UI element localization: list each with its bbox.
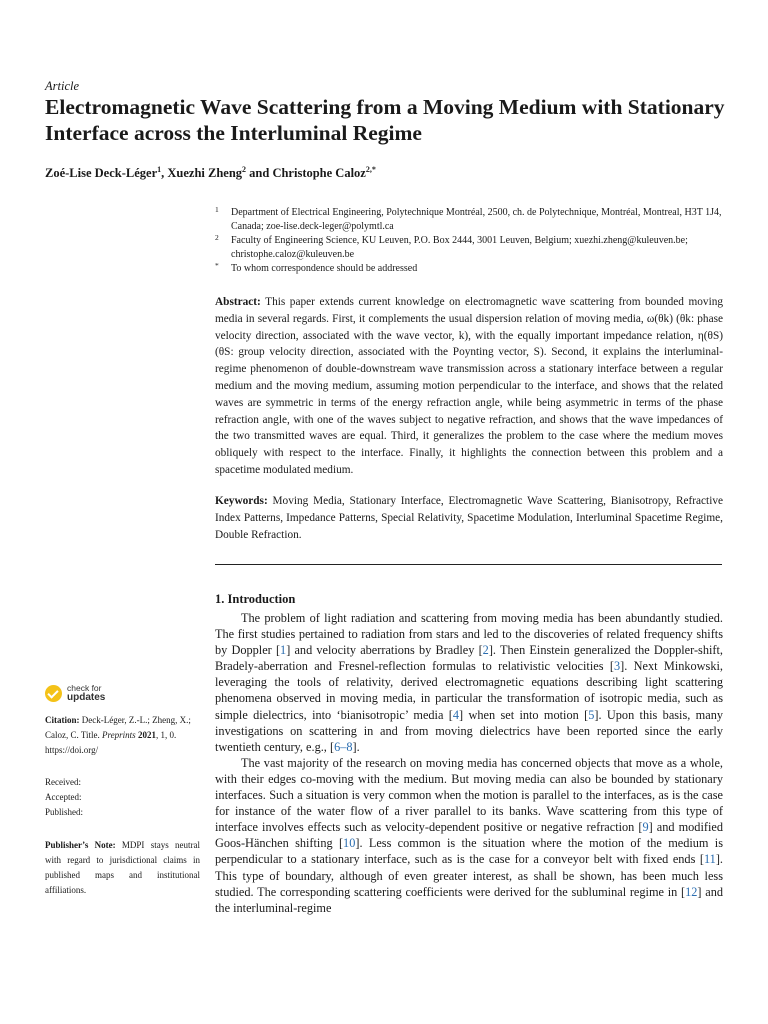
intro-text: ]. Next Minkowski, leveraging the tools of relativity, derived electromagnetic equations describing light scattering phenomena observed in moving media, in particular the transformation of isotropic media, such as simple dielectrics, into ‘bianisotropic’ media [ (215, 659, 723, 722)
section-heading-introduction: 1. Introduction (215, 592, 296, 606)
paper-title: Electromagnetic Wave Scattering from a Moving Medium with Stationary Interface across the Interluminal Regime (45, 95, 725, 145)
reference-link[interactable]: 4 (452, 707, 460, 722)
citation-volume: , 1, 0. (155, 730, 177, 740)
reference-link[interactable]: 9 (642, 820, 649, 835)
intro-paragraph (215, 755, 723, 916)
citation-journal: Preprints (102, 730, 136, 740)
published-date: Published: (45, 807, 84, 817)
reference-link[interactable]: 2 (482, 643, 489, 658)
intro-text: ]. (352, 739, 360, 754)
reference-link[interactable]: 1 (280, 643, 287, 658)
reference-link[interactable]: 6–8 (334, 739, 353, 754)
abstract-label: Abstract: (215, 296, 261, 308)
keywords-label: Keywords: (215, 495, 268, 507)
badge-text (67, 683, 105, 703)
author-affil-sup: 1 (157, 165, 162, 174)
citation-year: 2021 (137, 730, 156, 740)
author-separator: , (161, 166, 168, 181)
intro-text: The vast majority of the research on moving media has concerned objects that move as a whole, with their edges co-moving with the medium. But moving media can also be bounded by stationary interfaces. Such a situation is very common when the motion is parallel to the interfaces, as is the case for instance of the water flow of a river parallel to its banks. Wave scattering from this type of interface involves effects such as velocity-dependent positive or negative refraction [ (215, 755, 723, 835)
accepted-date: Accepted: (45, 792, 82, 802)
affiliation-text: To whom correspondence should be addressed (231, 263, 418, 274)
affiliation-item (215, 206, 730, 234)
citation-text: Deck-Léger, Z.-L.; Zheng, X.; Caloz, C. Title. (45, 715, 191, 740)
publisher-note-label: Publisher’s Note: (45, 840, 116, 850)
citation-block (45, 713, 200, 758)
check-circle-icon (45, 685, 62, 702)
abstract (215, 294, 723, 479)
section-divider (215, 564, 722, 565)
affiliation-number: 2 (215, 233, 219, 242)
affiliation-item (215, 262, 730, 276)
intro-text: The problem of light radiation and scattering from moving media has been abundantly studied. The first studies pertained to radiation from stars and led to the discoveries of related frequency shifts by Doppler [ (215, 611, 723, 658)
reference-link[interactable]: 3 (613, 659, 621, 674)
badge-line-2: updates (67, 692, 106, 703)
author-separator: and (246, 166, 273, 181)
affiliation-text: Faculty of Engineering Science, KU Leuven, P.O. Box 2444, 3001 Leuven, Belgium; xuezhi.zheng@kuleuven.be; christophe.caloz@kuleuven.be (231, 235, 688, 260)
author-name: Xuezhi Zheng (167, 166, 243, 181)
intro-text: ]. Then Einstein generalized the Doppler-shift, Bradely-aberration and Fresnel-reflection formulas to relativistic velocities [ (215, 643, 723, 674)
intro-text: ]. This type of boundary, although of even greater interest, as shall be shown, has been much less studied. The corresponding scattering coefficients were derived for the subluminal regime in [ (215, 852, 723, 899)
keywords (215, 493, 723, 543)
citation-label: Citation: (45, 715, 80, 725)
intro-text: ]. Less common is the situation where the motion of the medium is perpendicular to a stationary interface, such as is the case for a conveyor belt with fixed ends [ (215, 836, 724, 867)
article-type-label: Article (45, 79, 80, 93)
reference-link[interactable]: 11 (703, 852, 716, 867)
check-for-updates-badge[interactable] (45, 683, 105, 703)
author-affil-sup: 2,* (365, 165, 376, 174)
author-list (45, 165, 376, 181)
intro-paragraph (215, 610, 723, 755)
affiliation-text: Department of Electrical Engineering, Polytechnique Montréal, 2500, ch. de Polytechnique, Montréal, Montreal, H3T 1J4, Canada; zoe-lise.deck-leger@polymtl.ca (231, 207, 722, 232)
received-date: Received: (45, 777, 81, 787)
introduction-body (215, 610, 723, 916)
badge-line-1: check for (67, 683, 102, 693)
author-affil-sup: 2 (242, 165, 247, 174)
keywords-text: Moving Media, Stationary Interface, Electromagnetic Wave Scattering, Bianisotropy, Refractive Index Patterns, Impedance Patterns, Special Relativity, Spacetime Modulation, Interluminal Spacetime Regime, Double Refraction. (215, 495, 723, 541)
affiliation-list (215, 206, 730, 276)
citation-doi-link[interactable]: https://doi.org/ (45, 745, 99, 755)
reference-link[interactable]: 12 (685, 884, 698, 899)
reference-link[interactable]: 10 (343, 836, 356, 851)
publication-dates (45, 775, 200, 820)
intro-text: ] and velocity aberrations by Bradley [ (286, 643, 483, 658)
affiliation-number: 1 (215, 205, 219, 214)
intro-text: ] when set into motion [ (459, 707, 589, 722)
affiliation-item (215, 234, 730, 262)
abstract-text: This paper extends current knowledge on electromagnetic wave scattering from bounded moving media in several regards. First, it complements the usual dispersion relation of moving media, ω(θk) (θk: phase velocity direction, associated with the wave vector, k), with the equally important impedance relation, η(θS) (θS: group velocity direction, associated with the Poynting vector, S). Second, it explains the interluminal-regime phenomenon of double-downstream wave transmission across a stationary interface between a regular medium and the moving medium, assuming motion perpendicular to the interface, and shows that the related waves are symmetric in terms of the energy refraction angle, while being asymmetric in terms of the phase refraction angle, with one of the waves subject to negative refraction, and shows that the wave impedances of the two transmitted waves are equal. Third, it generalizes the problem to the case where the medium moves obliquely with respect to the interface. Finally, it highlights the connection between this problem and a spacetime modulated medium. (215, 296, 723, 476)
affiliation-number: * (215, 261, 219, 270)
intro-text: ] and modified Goos-Hänchen shifting [ (215, 820, 723, 851)
reference-link[interactable]: 5 (588, 707, 595, 722)
author-name: Christophe Caloz (272, 166, 366, 181)
publisher-note (45, 838, 200, 898)
intro-text: ] and the interluminal-regime (215, 884, 723, 915)
author-name: Zoé-Lise Deck-Léger (45, 166, 158, 181)
intro-text: ]. Upon this basis, many investigations on scattering in and from moving dielectrics have been reported since the early twentieth century, e.g., [ (215, 707, 724, 754)
publisher-note-text: MDPI stays neutral with regard to jurisdictional claims in published maps and institutional affiliations. (45, 840, 200, 895)
